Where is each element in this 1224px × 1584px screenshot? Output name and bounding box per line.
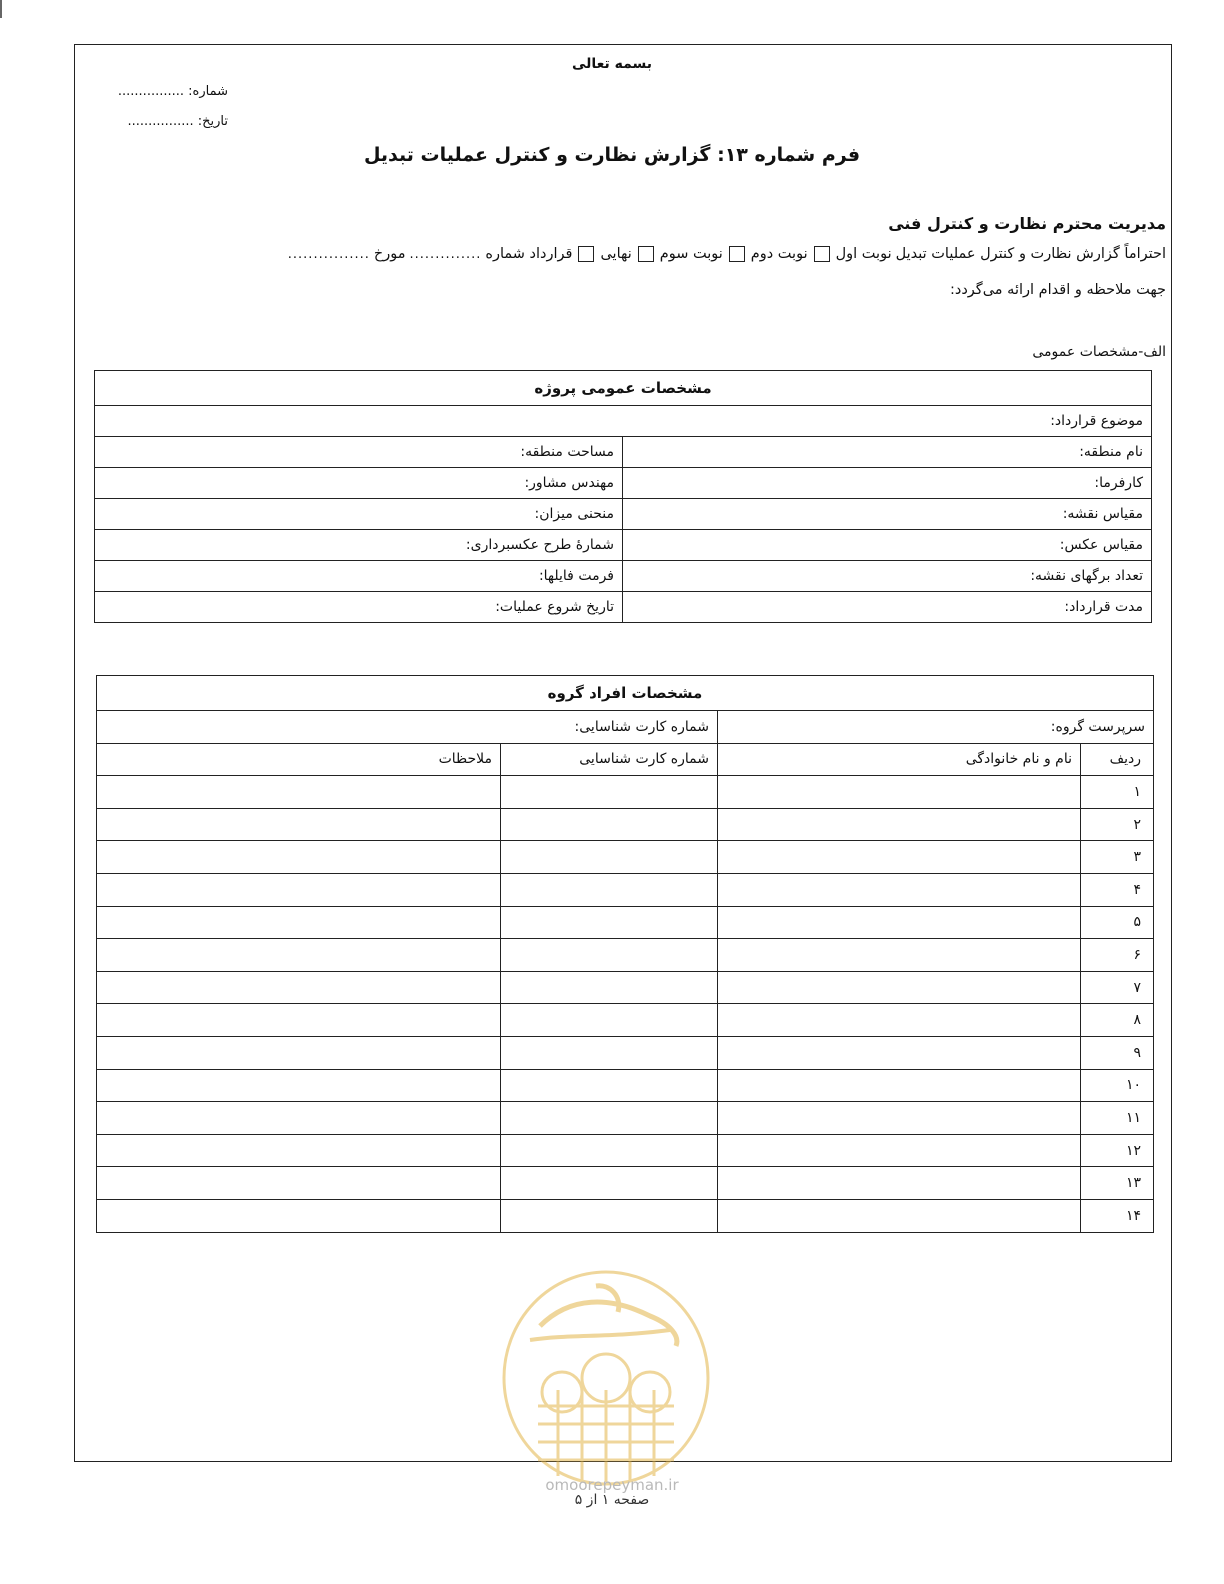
table-row bbox=[95, 437, 1152, 468]
report-line bbox=[288, 246, 1166, 262]
row-number-cell: ۸ bbox=[1081, 1004, 1154, 1037]
checkbox-third-round[interactable] bbox=[638, 246, 654, 262]
table-row bbox=[97, 1134, 1154, 1167]
option-label-3: نوبت سوم bbox=[659, 246, 723, 262]
member-name-cell[interactable] bbox=[718, 1134, 1081, 1167]
member-name-cell[interactable] bbox=[718, 1036, 1081, 1069]
col-header-id: شماره کارت شناسایی bbox=[501, 743, 718, 776]
member-id-cell[interactable] bbox=[501, 971, 718, 1004]
file-format-cell[interactable]: فرمت فایلها: bbox=[95, 561, 623, 592]
report-intro: احتراماً گزارش نظارت و کنترل عملیات تبدیل bbox=[895, 246, 1166, 262]
photo-scale-cell[interactable]: مقیاس عکس: bbox=[623, 530, 1152, 561]
row-number-cell: ۲ bbox=[1081, 808, 1154, 841]
team-table-title: مشخصات افراد گروه bbox=[97, 676, 1154, 711]
member-id-cell[interactable] bbox=[501, 776, 718, 809]
member-name-cell[interactable] bbox=[718, 808, 1081, 841]
page-number: صفحه ۱ از ۵ bbox=[574, 1492, 650, 1508]
employer-cell[interactable]: کارفرما: bbox=[623, 468, 1152, 499]
table-row bbox=[97, 939, 1154, 972]
contract-date-dots: ................ bbox=[287, 246, 370, 262]
row-number-cell: ۷ bbox=[1081, 971, 1154, 1004]
member-id-cell[interactable] bbox=[501, 1069, 718, 1102]
member-notes-cell[interactable] bbox=[97, 808, 501, 841]
member-name-cell[interactable] bbox=[718, 906, 1081, 939]
table-row bbox=[97, 873, 1154, 906]
photo-plan-number-cell[interactable]: شمارهٔ طرح عکسبرداری: bbox=[95, 530, 623, 561]
member-notes-cell[interactable] bbox=[97, 971, 501, 1004]
project-table-title: مشخصات عمومی پروژه bbox=[95, 371, 1152, 406]
addressee: مدیریت محترم نظارت و کنترل فنی bbox=[888, 214, 1166, 233]
map-scale-cell[interactable]: مقیاس نقشه: bbox=[623, 499, 1152, 530]
section-a-label: الف-مشخصات عمومی bbox=[1032, 344, 1166, 360]
number-dots: ................ bbox=[117, 84, 185, 99]
member-notes-cell[interactable] bbox=[97, 1199, 501, 1232]
form-title: فرم شماره ۱۳: گزارش نظارت و کنترل عملیات تبدیل bbox=[363, 144, 861, 166]
member-name-cell[interactable] bbox=[718, 873, 1081, 906]
bismillah-heading: بسمه تعالی bbox=[571, 56, 653, 72]
row-number-cell: ۱ bbox=[1081, 776, 1154, 809]
member-id-cell[interactable] bbox=[501, 841, 718, 874]
member-notes-cell[interactable] bbox=[97, 1069, 501, 1102]
table-row bbox=[95, 592, 1152, 623]
contract-label: قرارداد شماره bbox=[485, 246, 573, 262]
table-row bbox=[97, 1199, 1154, 1232]
supervisor-cell[interactable]: سرپرست گروه: bbox=[718, 711, 1154, 744]
contract-date-label: مورخ bbox=[373, 246, 406, 262]
member-notes-cell[interactable] bbox=[97, 906, 501, 939]
member-notes-cell[interactable] bbox=[97, 939, 501, 972]
row-number-cell: ۴ bbox=[1081, 873, 1154, 906]
member-name-cell[interactable] bbox=[718, 841, 1081, 874]
contour-interval-cell[interactable]: منحنی میزان: bbox=[95, 499, 623, 530]
member-name-cell[interactable] bbox=[718, 776, 1081, 809]
row-number-cell: ۱۳ bbox=[1081, 1167, 1154, 1200]
col-header-notes: ملاحظات bbox=[97, 743, 501, 776]
contract-subject-cell[interactable]: موضوع قرارداد: bbox=[95, 406, 1152, 437]
region-area-cell[interactable]: مساحت منطقه: bbox=[95, 437, 623, 468]
member-id-cell[interactable] bbox=[501, 1004, 718, 1037]
table-row bbox=[95, 499, 1152, 530]
date-field bbox=[127, 114, 228, 129]
member-name-cell[interactable] bbox=[718, 939, 1081, 972]
table-row bbox=[97, 906, 1154, 939]
member-notes-cell[interactable] bbox=[97, 1167, 501, 1200]
member-id-cell[interactable] bbox=[501, 1167, 718, 1200]
table-row bbox=[97, 971, 1154, 1004]
member-name-cell[interactable] bbox=[718, 1167, 1081, 1200]
member-id-cell[interactable] bbox=[501, 1036, 718, 1069]
region-name-cell[interactable]: نام منطقه: bbox=[623, 437, 1152, 468]
closing-line: جهت ملاحظه و اقدام ارائه می‌گردد: bbox=[950, 282, 1166, 298]
team-rows bbox=[97, 776, 1154, 1232]
company-seal-stamp bbox=[500, 1266, 712, 1492]
number-label: شماره: bbox=[188, 84, 228, 99]
member-id-cell[interactable] bbox=[501, 906, 718, 939]
table-row bbox=[97, 1069, 1154, 1102]
table-row bbox=[95, 530, 1152, 561]
row-number-cell: ۵ bbox=[1081, 906, 1154, 939]
table-row bbox=[97, 808, 1154, 841]
contract-duration-cell[interactable]: مدت قرارداد: bbox=[623, 592, 1152, 623]
table-row bbox=[97, 1167, 1154, 1200]
table-row bbox=[97, 1036, 1154, 1069]
row-number-cell: ۱۴ bbox=[1081, 1199, 1154, 1232]
scan-margin-mark bbox=[0, 0, 2, 18]
member-name-cell[interactable] bbox=[718, 971, 1081, 1004]
member-notes-cell[interactable] bbox=[97, 1004, 501, 1037]
member-id-cell[interactable] bbox=[501, 939, 718, 972]
row-number-cell: ۱۲ bbox=[1081, 1134, 1154, 1167]
member-id-cell[interactable] bbox=[501, 1134, 718, 1167]
checkbox-final[interactable] bbox=[578, 246, 594, 262]
member-notes-cell[interactable] bbox=[97, 1036, 501, 1069]
date-dots: ................ bbox=[127, 114, 194, 129]
member-notes-cell[interactable] bbox=[97, 841, 501, 874]
sheet-count-cell[interactable]: تعداد برگهای نقشه: bbox=[623, 561, 1152, 592]
stamp-website: omoorepeyman.ir bbox=[545, 1476, 679, 1494]
date-label: تاریخ: bbox=[197, 114, 228, 129]
table-row bbox=[97, 776, 1154, 809]
option-label-1: نوبت اول bbox=[835, 246, 892, 262]
option-label-2: نوبت دوم bbox=[750, 246, 808, 262]
member-notes-cell[interactable] bbox=[97, 1102, 501, 1135]
table-row bbox=[95, 468, 1152, 499]
col-header-row: ردیف bbox=[1081, 743, 1154, 776]
member-id-cell[interactable] bbox=[501, 873, 718, 906]
number-field bbox=[118, 84, 228, 99]
col-header-name: نام و نام خانوادگی bbox=[718, 743, 1081, 776]
option-label-4: نهایی bbox=[600, 246, 632, 262]
member-name-cell[interactable] bbox=[718, 1199, 1081, 1232]
supervisor-id-cell[interactable]: شماره کارت شناسایی: bbox=[97, 711, 718, 744]
member-notes-cell[interactable] bbox=[97, 873, 501, 906]
member-name-cell[interactable] bbox=[718, 1102, 1081, 1135]
team-table-header bbox=[97, 743, 1154, 776]
table-row bbox=[97, 841, 1154, 874]
contract-dots: .............. bbox=[409, 246, 482, 262]
checkbox-second-round[interactable] bbox=[729, 246, 745, 262]
member-notes-cell[interactable] bbox=[97, 776, 501, 809]
member-name-cell[interactable] bbox=[718, 1004, 1081, 1037]
project-info-table bbox=[94, 370, 1152, 623]
member-id-cell[interactable] bbox=[501, 808, 718, 841]
row-number-cell: ۹ bbox=[1081, 1036, 1154, 1069]
table-row bbox=[97, 1102, 1154, 1135]
member-id-cell[interactable] bbox=[501, 1199, 718, 1232]
table-row bbox=[95, 561, 1152, 592]
team-members-table bbox=[96, 675, 1154, 1233]
consultant-cell[interactable]: مهندس مشاور: bbox=[95, 468, 623, 499]
start-date-cell[interactable]: تاریخ شروع عملیات: bbox=[95, 592, 623, 623]
member-notes-cell[interactable] bbox=[97, 1134, 501, 1167]
row-number-cell: ۱۰ bbox=[1081, 1069, 1154, 1102]
row-number-cell: ۱۱ bbox=[1081, 1102, 1154, 1135]
row-number-cell: ۶ bbox=[1081, 939, 1154, 972]
member-id-cell[interactable] bbox=[501, 1102, 718, 1135]
row-number-cell: ۳ bbox=[1081, 841, 1154, 874]
checkbox-first-round[interactable] bbox=[814, 246, 830, 262]
member-name-cell[interactable] bbox=[718, 1069, 1081, 1102]
table-row bbox=[97, 1004, 1154, 1037]
